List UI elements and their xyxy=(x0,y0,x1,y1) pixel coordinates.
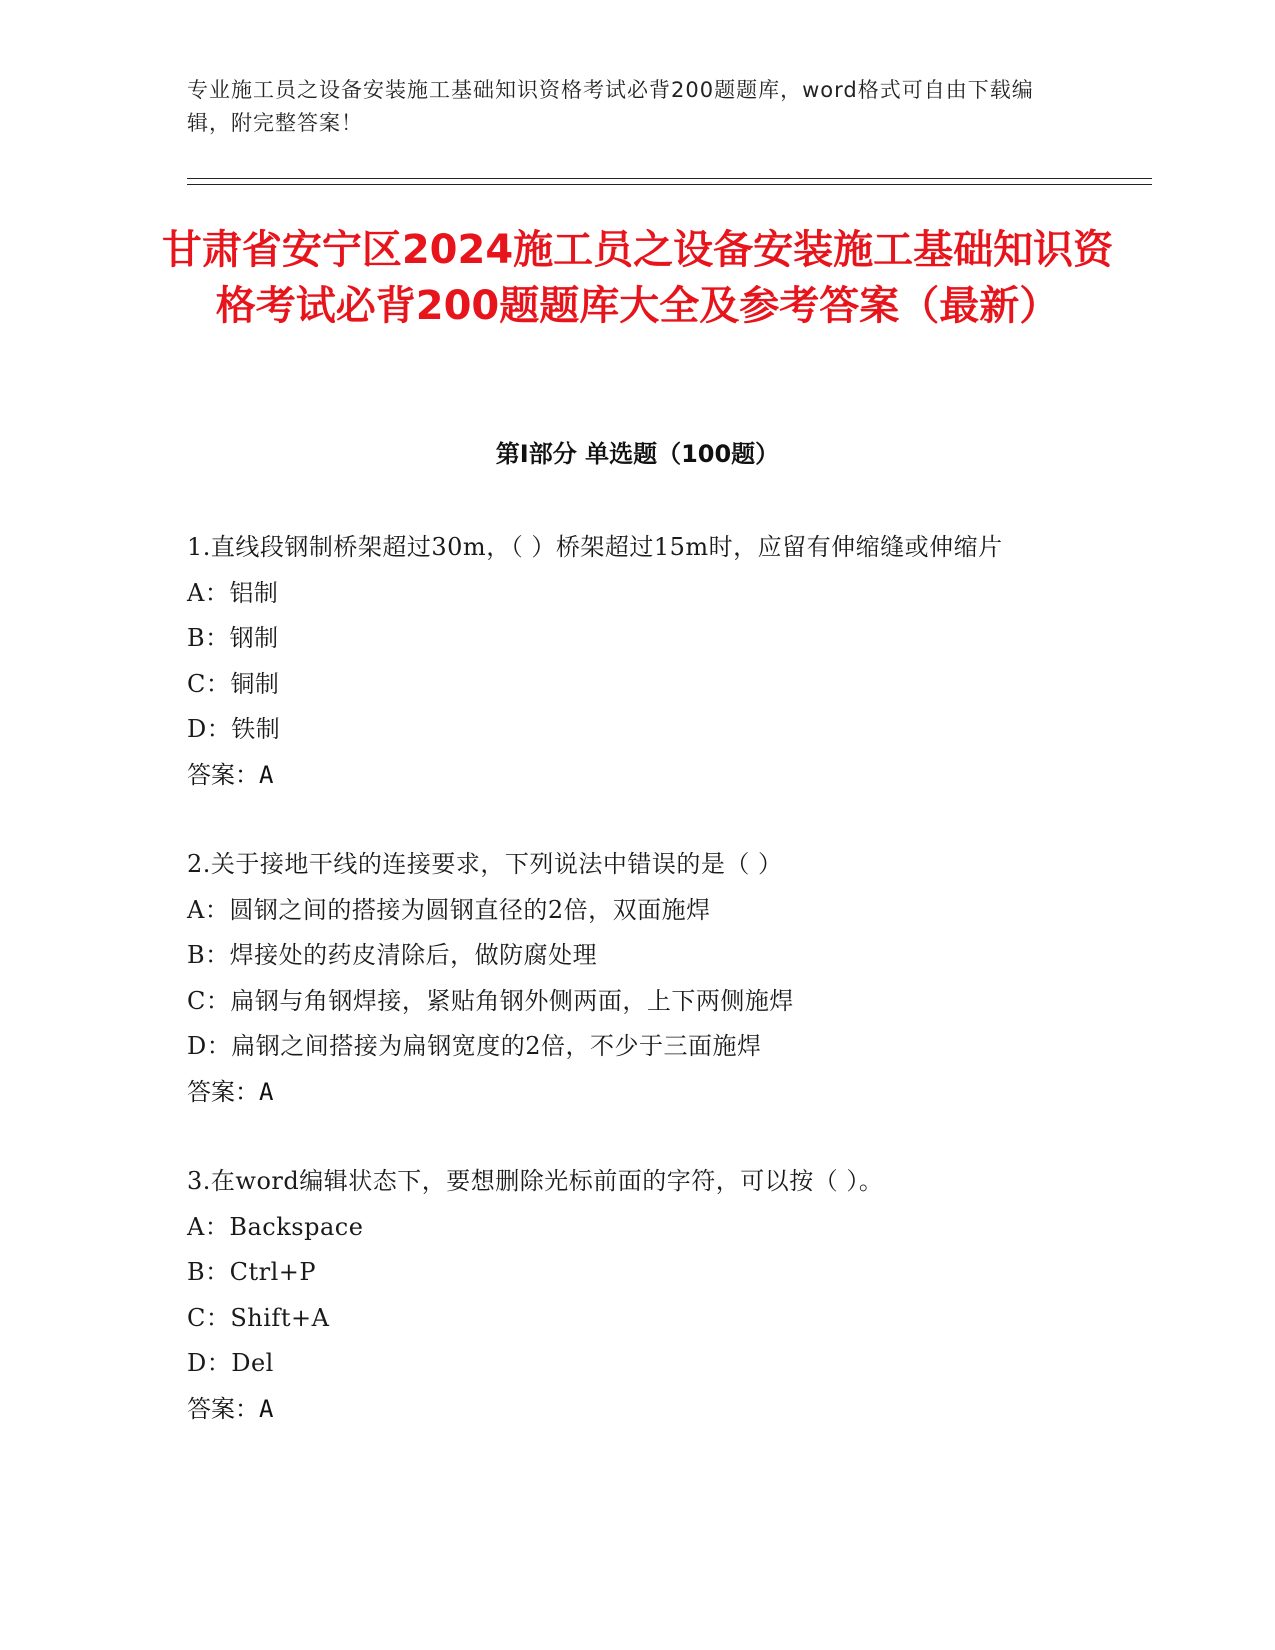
question-1 xyxy=(187,525,1067,798)
question-3 xyxy=(187,1159,1067,1432)
answer-label: 答案： xyxy=(187,1077,259,1106)
answer-line xyxy=(187,1387,1067,1433)
document-title: 甘肃省安宁区2024施工员之设备安装施工基础知识资格考试必背200题题库大全及参考答案（最新） xyxy=(161,227,1114,329)
section-heading: 第Ⅰ部分 单选题（100题） xyxy=(495,440,780,468)
header-divider-top xyxy=(187,178,1152,179)
question-text: 3.在word编辑状态下，要想删除光标前面的字符，可以按（ ）。 xyxy=(187,1167,884,1195)
answer-value: A xyxy=(259,760,274,789)
option-d: D：铁制 xyxy=(187,715,281,743)
option-a: A：圆钢之间的搭接为圆钢直径的2倍，双面施焊 xyxy=(187,895,711,924)
answer-label: 答案： xyxy=(187,1394,259,1423)
option-c: C：扁钢与角钢焊接，紧贴角钢外侧两面，上下两侧施焊 xyxy=(187,986,794,1015)
answer-value: A xyxy=(259,1394,274,1423)
answer-label: 答案： xyxy=(187,760,259,789)
header-divider-bottom xyxy=(187,184,1152,185)
option-d: D：Del xyxy=(187,1349,274,1377)
question-text: 1.直线段钢制桥架超过30m，（ ）桥架超过15m时，应留有伸缩缝或伸缩片 xyxy=(187,533,1003,561)
option-d: D：扁钢之间搭接为扁钢宽度的2倍，不少于三面施焊 xyxy=(187,1032,762,1060)
question-2 xyxy=(187,842,1067,1115)
option-c: C：Shift+A xyxy=(187,1303,330,1332)
option-b: B：钢制 xyxy=(187,624,279,652)
answer-line xyxy=(187,1070,1067,1116)
header-note: 专业施工员之设备安装施工基础知识资格考试必背200题题库，word格式可自由下载编辑，附完整答案！ xyxy=(187,78,1034,135)
answer-value: A xyxy=(259,1077,274,1106)
option-b: B：Ctrl+P xyxy=(187,1258,317,1286)
option-b: B：焊接处的药皮清除后，做防腐处理 xyxy=(187,941,598,969)
question-text: 2.关于接地干线的连接要求，下列说法中错误的是（ ） xyxy=(187,850,783,878)
option-a: A：Backspace xyxy=(187,1212,364,1241)
option-c: C：铜制 xyxy=(187,669,280,698)
question-list xyxy=(187,525,1067,1476)
option-a: A：铝制 xyxy=(187,578,279,607)
answer-line xyxy=(187,753,1067,799)
